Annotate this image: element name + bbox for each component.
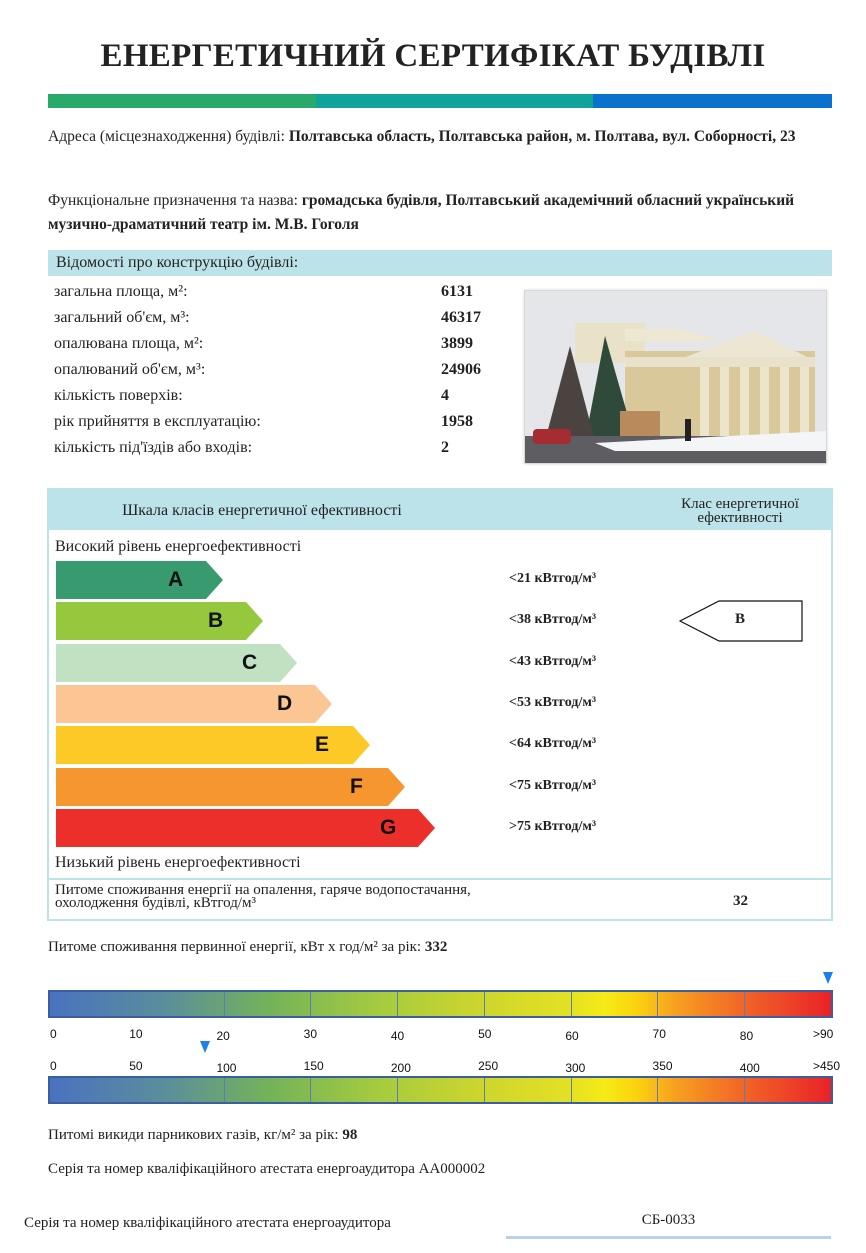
class-title: Клас енергетичної ефективності [681,496,799,526]
header-stripe-blue [593,94,832,108]
address [48,125,828,149]
construction-row-value: 3899 [441,335,473,352]
scale-tick-label: 60 [565,1029,579,1043]
scale-segment-divider [137,992,138,1016]
construction-row-label: рік прийняття в експлуатацію: [54,413,261,430]
construction-row [54,357,494,383]
scale-tick-label: 250 [478,1059,499,1073]
construction-row-label: кількість поверхів: [54,387,183,404]
class-threshold: <43 кВтгод/м³ [509,653,597,669]
current-class-indicator [679,600,804,642]
header-stripe-green [48,94,316,108]
construction-row [54,435,494,461]
scale-tick-label: 70 [652,1027,666,1041]
bottom-scale-bar [48,1076,833,1104]
efficiency-class-e-bar [56,726,371,764]
scale-tick-label: 300 [565,1061,586,1075]
class-arrow-shape [56,644,298,682]
scale-segment-divider [224,1078,225,1102]
scale-tick-label: >90 [813,1027,834,1041]
scale-tick-label: 30 [303,1027,318,1041]
construction-row [54,279,494,305]
primary-energy-value: 332 [424,939,448,955]
construction-row-value: 2 [441,439,449,456]
scale-tick-label: 350 [652,1059,673,1073]
certificate-label: Серія та номер кваліфікаційного атестата енергоаудитора [24,1215,391,1231]
scale-tick-label: 80 [739,1029,754,1043]
class-threshold: >75 кВтгод/м³ [509,818,597,834]
efficiency-class-g-bar [56,809,436,847]
scale-tick-label: 50 [478,1027,492,1041]
consumption-value: 32 [733,893,748,909]
certificate-underline [506,1236,831,1239]
scale-tick-label: 200 [390,1061,411,1075]
building-photo-image [525,291,826,463]
high-efficiency-label: Високий рівень енергоефективності [55,538,302,555]
scale-segment-divider [571,1078,572,1102]
low-efficiency-label: Низький рівень енергоефективності [55,854,301,871]
class-letter: F [350,774,363,798]
scale-segment-divider [657,992,658,1016]
scale-tick-label: >450 [813,1059,841,1073]
class-letter: B [208,609,224,633]
class-threshold: <21 кВтгод/м³ [509,571,597,586]
scale-segment-divider [484,992,485,1016]
purpose-label: Функціональне призначення та назва: [48,192,302,209]
construction-row-label: загальна площа, м²: [54,283,188,300]
scale-tick-label: 0 [50,1027,57,1041]
scale-tick-label: 20 [216,1029,230,1043]
class-threshold: <64 кВтгод/м³ [509,736,597,752]
class-letter: E [315,733,330,757]
construction-row-value: 4 [441,387,449,404]
construction-row-value: 6131 [441,283,473,300]
scale-tick-label: 10 [129,1027,143,1041]
scale-segment-divider [657,1078,658,1102]
consumption-divider [47,878,833,880]
scale-segment-divider [397,1078,398,1102]
efficiency-class-c-bar [56,644,298,682]
construction-row [54,331,494,357]
construction-heading: Відомості про конструкцію будівлі: [48,250,832,276]
scale-tick-label: 0 [50,1059,57,1073]
class-threshold: <53 кВтгод/м³ [509,694,597,710]
efficiency-class-a-bar [56,561,224,599]
construction-row-label: опалюваний об'єм, м³: [54,361,206,378]
emissions [48,1127,357,1144]
efficiency-class-b-bar [56,602,264,640]
address-value: Полтавська область, Полтавська район, м. Полтава, вул. Соборності, 23 [288,128,796,145]
scale-tick-label: 40 [390,1029,405,1043]
auditor-line: Серія та номер кваліфікаційного атестата енергоаудитора АА000002 [48,1161,486,1177]
top-scale-bar [48,990,833,1018]
scale-segment-divider [137,1078,138,1102]
construction-row-value: 24906 [441,361,481,378]
current-class-value: B [735,611,746,627]
scale-segment-divider [310,992,311,1016]
primary-energy-label: Питоме споживання первинної енергії, кВт х год/м² за рік: [48,939,425,955]
scale-segment-divider [310,1078,311,1102]
consumption-label: Питоме споживання енергії на опалення, гаряче водопостачання, охолодження будівлі, кВтгод/м³ [55,882,471,911]
purpose-value: громадська будівля, Полтавський академічний обласний український музично-драматичний театр ім. М.В. Гоголя [48,192,795,233]
class-letter: C [242,650,258,674]
construction-row-label: опалювана площа, м²: [54,335,204,352]
efficiency-class-d-bar [56,685,333,723]
construction-row-value: 1958 [441,413,473,430]
page-title: ЕНЕРГЕТИЧНИЙ СЕРТИФІКАТ БУДІВЛІ [100,38,766,74]
scale-segment-divider [397,992,398,1016]
construction-row-value: 46317 [441,309,481,326]
class-letter: G [380,815,397,839]
top-scale-marker-icon [823,972,833,984]
building-photo [524,290,827,464]
scale-segment-divider [744,992,745,1016]
construction-row [54,409,494,435]
class-arrow-shape [56,561,224,599]
emissions-label: Питомі викиди парникових газів, кг/м² за рік: [48,1127,343,1143]
scale-segment-divider [571,992,572,1016]
efficiency-class-f-bar [56,768,406,806]
construction-row [54,383,494,409]
emissions-value: 98 [342,1127,358,1143]
class-letter: D [277,691,293,715]
class-arrow-shape [56,809,436,847]
class-threshold: <75 кВтгод/м³ [509,777,597,793]
scale-tick-label: 150 [303,1059,324,1073]
class-arrow-shape [56,602,264,640]
scale-segment-divider [744,1078,745,1102]
certificate-value: СБ-0033 [641,1212,696,1228]
construction-row-label: загальний об'єм, м³: [54,309,190,326]
scale-segment-divider [224,992,225,1016]
construction-row-label: кількість під'їздів або входів: [54,439,253,456]
class-threshold: <38 кВтгод/м³ [509,612,597,628]
class-letter: A [168,568,184,591]
scale-segment-divider [484,1078,485,1102]
address-label: Адреса (місцезнаходження) будівлі: [48,128,289,145]
bottom-scale-marker-icon [200,1041,210,1053]
header-stripe-teal [316,94,593,108]
scale-tick-label: 400 [739,1061,760,1075]
scale-tick-label: 100 [216,1061,237,1075]
purpose [48,189,828,237]
scale-title: Шкала класів енергетичної ефективності [122,502,402,519]
primary-energy [48,939,447,956]
construction-row [54,305,494,331]
scale-tick-label: 50 [129,1059,143,1073]
